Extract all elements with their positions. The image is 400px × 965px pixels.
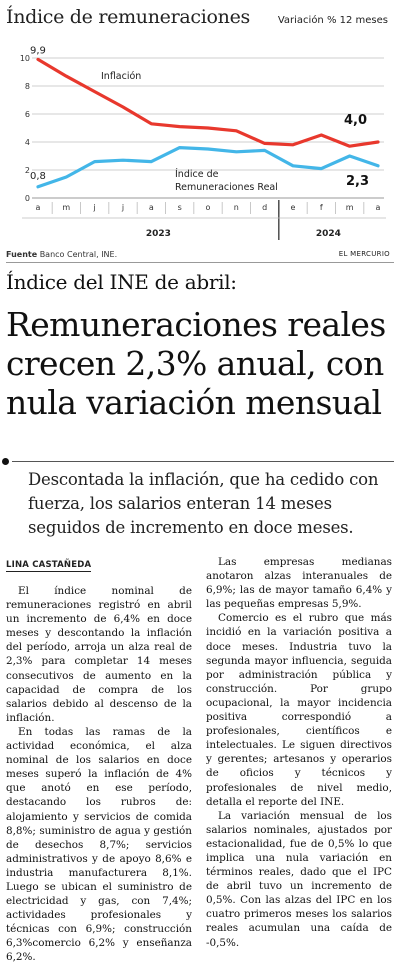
paragraph: El índice nominal de remuneraciones registró en abril un incremento de 6,4% en doce meses y descontando la inflación del período, arroja un alza real de 2,3% para completar 14 meses consecutivos de aumento en la capacidad de compra de los salarios debido al descenso de la inflación. <box>6 585 192 724</box>
real-wage-line <box>38 148 378 187</box>
article-column-1 <box>6 584 192 965</box>
data-label: 0,8 <box>30 170 46 182</box>
series-label-real: Índice de Remuneraciones Real <box>175 169 278 193</box>
year-label: 2024 <box>315 229 341 239</box>
chart-title: Índice de remuneraciones <box>6 6 251 28</box>
byline: LINA CASTAÑEDA <box>6 560 92 570</box>
line-chart <box>0 42 400 242</box>
paragraph: La variación mensual de los salarios nominales, ajustados por estacionalidad, fue de 0,5% lo que implica una nula variación en términos reales, dado que el IPC de abril tuvo un incremento de 0,5%. Con las alzas del IPC en los cuatro primeros meses los salarios reales acumulan una caída de -0,5%. <box>206 809 392 949</box>
y-tick-label: 0 <box>24 194 30 203</box>
source-text: Banco Central, INE. <box>39 250 118 259</box>
chart-source <box>6 250 117 259</box>
source-label: Fuente <box>6 250 38 259</box>
data-label-highlight: 4,0 <box>344 113 368 128</box>
article-summary: Descontada la inflación, que ha cedido con fuerza, los salarios enteran 14 meses seguidos de incremento en doce meses. <box>28 470 379 537</box>
x-tick-label: e <box>290 203 296 212</box>
data-label: 2,3 <box>346 173 370 189</box>
article-column-2 <box>206 555 392 950</box>
divider <box>12 461 394 462</box>
chart-subtitle: Variación % 12 meses <box>277 15 388 26</box>
data-label: 9,9 <box>30 45 46 57</box>
x-tick-label: a <box>148 203 154 212</box>
y-tick-label: 6 <box>24 110 30 119</box>
x-tick-label: f <box>319 203 323 212</box>
x-tick-label: d <box>262 203 268 212</box>
x-tick-label: s <box>177 203 182 212</box>
x-tick-label: a <box>35 203 41 212</box>
x-tick-label: j <box>121 203 125 212</box>
x-tick-label: m <box>345 203 354 212</box>
y-tick-label: 10 <box>19 54 30 63</box>
paragraph: Las empresas medianas anotaron alzas interanuales de 6,9%; las de mayor tamaño 6,4% y las pequeñas empresas 5,9%. <box>206 556 392 611</box>
x-tick-label: m <box>62 203 71 212</box>
x-tick-label: j <box>93 203 96 212</box>
year-label: 2023 <box>145 229 171 239</box>
article-kicker: Índice del INE de abril: <box>6 270 237 294</box>
x-tick-label: o <box>205 203 211 212</box>
series-label-inflacion: Inflación <box>101 71 142 82</box>
inflation-line <box>38 59 378 146</box>
brand-label: EL MERCURIO <box>338 250 390 258</box>
x-tick-label: n <box>233 203 239 212</box>
y-tick-label: 2 <box>24 166 30 175</box>
divider <box>6 262 394 263</box>
bullet-dot <box>2 458 9 465</box>
paragraph: Comercio es el rubro que más incidió en la variación positiva a doce meses. Industria tuvo la segunda mayor influencia, seguida por administración pública y construcción. Por grupo ocupacional, la mayor incidencia positiva correspondió a profesionales, científicos e intelectuales. Le siguen directivos y gerentes; artesanos y operarios de oficios y técnicos y profesionales de nivel medio, detalla el reporte del INE. <box>206 612 392 808</box>
y-tick-label: 4 <box>24 138 30 147</box>
article-headline: Remuneraciones reales crecen 2,3% anual, con nula variación mensual <box>6 305 386 422</box>
y-tick-label: 8 <box>24 82 30 91</box>
x-tick-label: a <box>375 203 381 212</box>
paragraph: En todas las ramas de la actividad económica, el alza nominal de los salarios en doce meses superó la inflación de 4% que anotó en ese período, destacando los rubros de: alojamiento y servicios de comida 8,8%; suministro de agua y gestión de desechos 8,7%; servicios administrativos y de apoyo 8,6% e industria manufacturera 8,1%. Luego se ubican el suministro de electricidad y gas, con 7,4%; actividades profesionales y técnicas con 6,9%; construcción 6,3%comercio 6,2% y enseñanza 6,2%. <box>6 725 192 964</box>
